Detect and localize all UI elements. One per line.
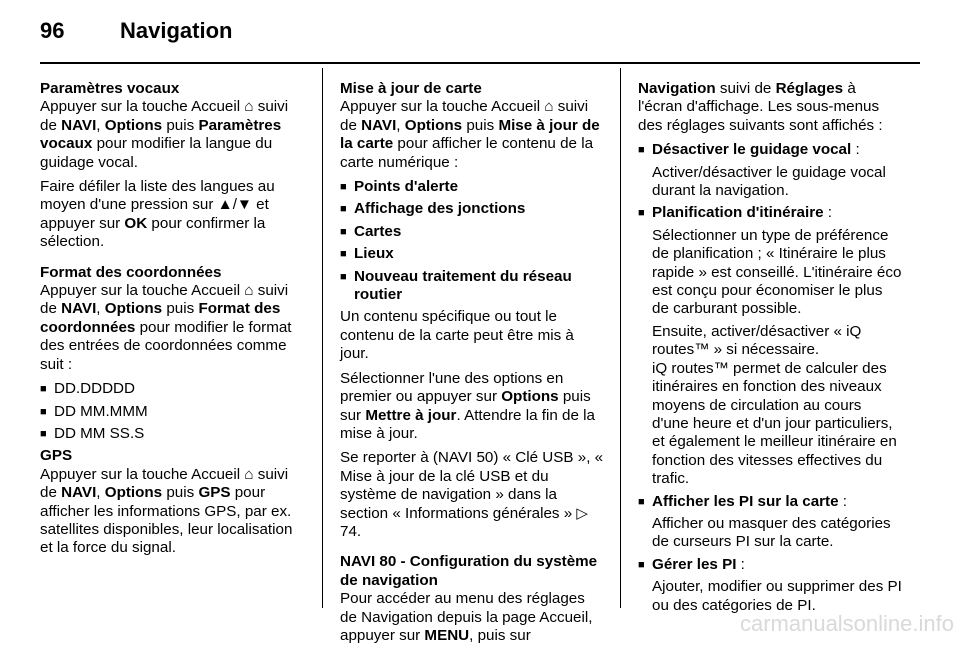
text: puis sur <box>340 388 591 424</box>
paragraph <box>40 466 304 558</box>
section-heading: NAVI 80 - Configuration du système de navigation <box>340 553 598 589</box>
item-description: Afficher ou masquer des catégories de curseurs PI sur la carte. <box>652 514 891 551</box>
page-header <box>40 18 232 44</box>
map-content-list <box>340 178 604 304</box>
item-title: Planification d'itinéraire <box>652 204 824 222</box>
list-item: ■ DD MM.MMM <box>40 403 304 421</box>
text: , <box>96 484 105 502</box>
paragraph <box>40 282 304 374</box>
text: suivi de <box>40 282 289 318</box>
paragraph <box>340 98 604 172</box>
section-heading: GPS <box>40 447 73 465</box>
text: puis <box>162 116 199 134</box>
item-description: Ensuite, activer/désactiver « iQ routes™ » si nécessaire. <box>652 322 862 359</box>
text: , <box>96 116 105 134</box>
text: puis <box>462 116 499 134</box>
text: Sélectionner l'une des options en premier ou appuyer sur <box>340 369 564 406</box>
list-item <box>638 493 902 552</box>
list-item: ■ Nouveau traitement du réseau routier <box>340 268 604 305</box>
header-rule <box>40 62 920 64</box>
section-heading: Format des coordonnées <box>40 263 222 281</box>
item-description: Activer/désactiver le guidage vocal durant la navigation. <box>652 163 886 200</box>
paragraph: Un contenu spécifique ou tout le contenu de la carte peut être mis à jour. <box>340 308 574 363</box>
text: suivi de <box>340 98 589 134</box>
text: Options <box>104 116 163 134</box>
text: Faire défiler la liste des langues au moyen d'une pression sur <box>40 178 275 214</box>
section-heading: Paramètres vocaux <box>40 80 180 97</box>
text: Appuyer sur la touche Accueil <box>40 98 245 116</box>
text: MENU <box>424 626 470 644</box>
text: Appuyer sur la touche Accueil <box>40 282 245 300</box>
item-title: Afficher les PI sur la carte <box>652 492 839 510</box>
paragraph <box>40 178 304 252</box>
text: Mise à jour de la carte <box>340 116 600 153</box>
section-gps <box>40 447 304 557</box>
home-icon: ⌂ <box>244 465 254 483</box>
text: Options <box>404 116 463 134</box>
list-item: ■ DD.DDDDD <box>40 380 304 398</box>
paragraph <box>340 370 604 444</box>
item-title: Désactiver le guidage vocal <box>652 141 852 159</box>
text: . Attendre la fin de la mise à jour. <box>340 406 595 442</box>
text: Pour accéder au menu des réglages de Navigation depuis la page Accueil, appuyer sur <box>340 590 593 644</box>
section-voice-settings <box>40 80 304 252</box>
home-icon: ⌂ <box>244 282 254 300</box>
text: Se reporter à (NAVI 50) « Clé USB », « Mise à jour de la clé USB et du système de navigation » dans la section « Informations générales » <box>340 449 604 522</box>
paragraph <box>638 80 902 135</box>
text: , <box>96 300 105 318</box>
text: suivi de <box>715 80 776 97</box>
text: NAVI <box>61 300 97 318</box>
text: Réglages <box>775 80 844 97</box>
section-map-update <box>340 80 604 541</box>
list-item: ■ Cartes <box>340 223 604 241</box>
text: Options <box>104 484 163 502</box>
paragraph <box>340 449 604 541</box>
text: et appuyer sur <box>40 196 269 232</box>
list-item: ■ Points d'alerte <box>340 178 604 196</box>
text: NAVI <box>361 116 397 134</box>
list-item: ■ DD MM SS.S <box>40 425 304 443</box>
text: GPS <box>198 484 231 502</box>
arrow-up-down-icon: ▲/▼ <box>217 196 252 214</box>
section-heading: Mise à jour de carte <box>340 80 482 97</box>
page-reference: 74. <box>340 522 362 540</box>
text: Appuyer sur la touche Accueil <box>40 465 245 483</box>
text: Options <box>501 388 559 406</box>
text: Navigation <box>638 80 716 97</box>
column-3 <box>638 80 902 619</box>
text: Mettre à jour <box>365 406 457 424</box>
text: Options <box>104 300 163 318</box>
column-divider <box>322 68 323 608</box>
column-2 <box>340 80 604 651</box>
watermark: carmanualsonline.info <box>739 611 954 636</box>
text: OK <box>124 214 148 232</box>
home-icon: ⌂ <box>544 98 554 116</box>
column-divider <box>620 68 621 608</box>
text: pour modifier la langue du guidage vocal. <box>40 135 273 171</box>
list-item: ■ Affichage des jonctions <box>340 200 604 218</box>
text: pour afficher le contenu de la carte numérique : <box>340 135 594 171</box>
text: : <box>851 141 860 159</box>
text: à l'écran d'affichage. Les sous-menus des réglages suivants sont affichés : <box>638 80 883 134</box>
navigation-settings-list <box>638 141 902 615</box>
home-icon: ⌂ <box>244 98 254 116</box>
text: , <box>396 116 405 134</box>
text: pour afficher les informations GPS, par ex. satellites disponibles, leur localisation et la force du signal. <box>40 484 293 557</box>
item-description: Ajouter, modifier ou supprimer des PI ou des catégories de PI. <box>652 578 902 614</box>
text: NAVI <box>61 484 97 502</box>
item-description: Sélectionner un type de préférence de planification ; « Itinéraire le plus rapide » est conseillé. L'itinéraire éco est conçu pour économiser le plus de carburant possible. <box>652 226 902 318</box>
text: , puis sur <box>469 626 531 644</box>
text: puis <box>162 484 199 502</box>
page-reference-icon: ▷ <box>576 504 589 522</box>
page-title: Navigation <box>120 18 233 43</box>
text: puis <box>162 300 199 318</box>
text: pour confirmer la sélection. <box>40 214 266 251</box>
text: suivi de <box>40 98 289 134</box>
list-item: ■ Lieux <box>340 245 604 263</box>
column-1 <box>40 80 304 564</box>
text: : <box>736 555 745 573</box>
text: Appuyer sur la touche Accueil <box>340 98 545 116</box>
list-item <box>638 141 902 200</box>
paragraph <box>340 590 604 645</box>
text: Paramètres vocaux <box>40 116 282 153</box>
list-item <box>638 204 902 488</box>
coordinate-format-list <box>40 380 304 443</box>
text: : <box>838 492 848 510</box>
paragraph <box>40 98 304 172</box>
item-description: iQ routes™ permet de calculer des itinéraires en fonction des niveaux moyens de circulation au cours d'une heure et d'un jour particuliers, et également le meilleur itinéraire en fonction des vitesses effectives du trafic. <box>652 359 897 488</box>
text: Format des coordonnées <box>40 300 281 336</box>
section-navi80 <box>340 553 604 645</box>
text: : <box>823 204 833 222</box>
text: NAVI <box>61 116 97 134</box>
item-title: Gérer les PI <box>652 555 737 573</box>
page-number: 96 <box>40 18 65 43</box>
text: pour modifier le format des entrées de coordonnées comme suit : <box>40 318 292 373</box>
text: suivi de <box>40 465 289 502</box>
section-coordinate-format <box>40 264 304 444</box>
